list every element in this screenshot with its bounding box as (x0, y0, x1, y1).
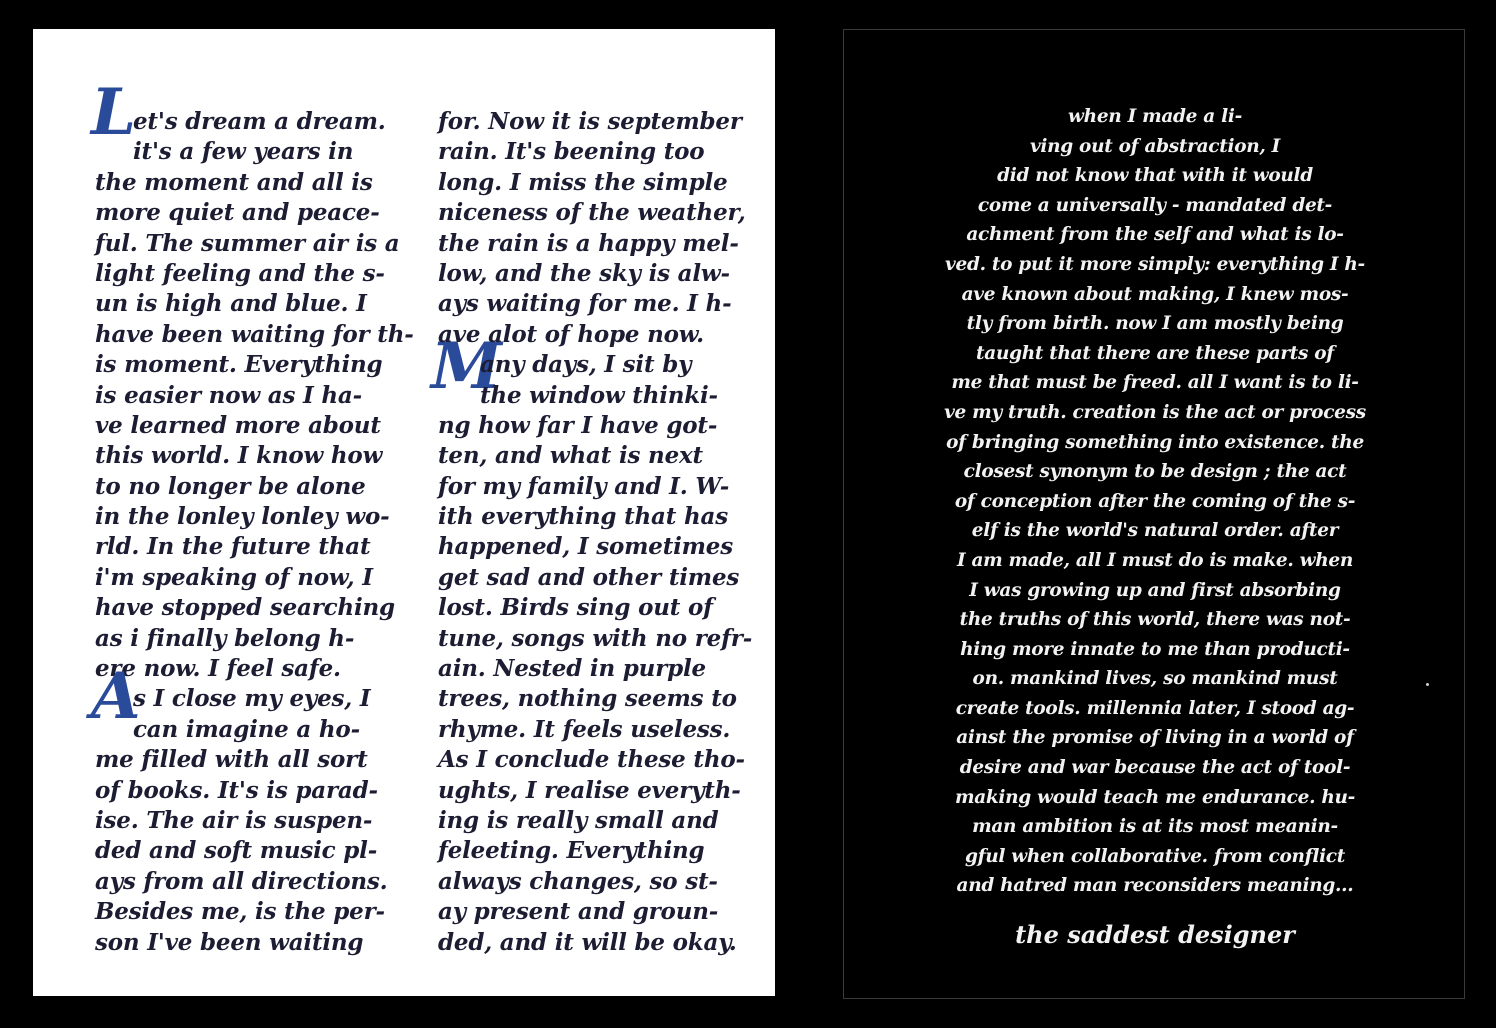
text-line: the window thinki- (480, 381, 718, 409)
text-line: ave alot of hope now. (438, 320, 704, 348)
text-line: ise. The air is suspen- (95, 806, 373, 834)
text-line: is easier now as I ha- (95, 381, 362, 409)
text-line: As I conclude these tho- (438, 746, 745, 774)
text-line: un is high and blue. I (95, 290, 367, 318)
poem-line: gful when collaborative. from conflict (964, 845, 1346, 867)
text-line: for my family and I. W- (438, 472, 730, 500)
text-line: in the lonley lonley wo- (95, 503, 390, 531)
poem-line: achment from the self and what is lo- (966, 224, 1344, 246)
poem-line: ved. to put it more simply: everything I h- (945, 253, 1365, 275)
poem-line: I am made, all I must do is make. when (956, 549, 1354, 571)
poem-line: and hatred man reconsiders meaning... (956, 875, 1354, 897)
text-line: happened, I sometimes (438, 533, 733, 561)
text-line: get sad and other times (438, 563, 740, 591)
text-line: ded and soft music pl- (95, 837, 378, 865)
text-line: long. I miss the simple (438, 168, 728, 196)
poem-line: when I made a li- (1068, 106, 1242, 127)
left-page-column-2 (438, 107, 752, 958)
drop-cap-initial-l: L (91, 75, 136, 150)
text-line: feleeting. Everything (438, 837, 705, 865)
poem-line: closest synonym to be design ; the act (963, 461, 1347, 483)
text-line: ded, and it will be okay. (438, 928, 737, 956)
text-line: more quiet and peace- (95, 199, 380, 227)
text-line: rld. In the future that (95, 533, 371, 561)
poem-line: hing more innate to me than producti- (960, 638, 1350, 660)
text-line: light feeling and the s- (95, 259, 385, 287)
poem-line: did not know that with it would (997, 165, 1313, 187)
poem-line: on. mankind lives, so mankind must (972, 668, 1338, 690)
text-line: to no longer be alone (95, 472, 366, 500)
poem-line: ve my truth. creation is the act or process (944, 401, 1366, 423)
poem-line: come a universally - mandated det- (977, 194, 1333, 216)
text-line: have stopped searching (95, 594, 395, 622)
poem-line: of conception after the coming of the s- (954, 490, 1356, 512)
text-line: of books. It's is parad- (95, 776, 378, 804)
poem-line: man ambition is at its most meanin- (972, 816, 1338, 838)
text-line: for. Now it is september (438, 108, 742, 135)
text-line: ful. The summer air is a (95, 229, 400, 257)
poem-text-block (844, 102, 1465, 901)
poem-line: I was growing up and first absorbing (969, 579, 1341, 601)
right-calligraphy-page (843, 29, 1465, 999)
text-line: ng how far I have got- (438, 411, 718, 439)
poem-line: ainst the promise of living in a world of (956, 727, 1354, 749)
signature: the saddest designer (1015, 920, 1295, 949)
poem-line: of bringing something into existence. the (946, 431, 1364, 453)
text-line: ere now. I feel safe. (95, 655, 341, 683)
text-line: is moment. Everything (95, 351, 383, 379)
poem-line: the truths of this world, there was not- (959, 609, 1351, 631)
text-line: can imagine a ho- (133, 715, 360, 743)
text-line: ten, and what is next (438, 442, 703, 470)
text-line: trees, nothing seems to (438, 685, 737, 713)
text-line: lost. Birds sing out of (438, 594, 713, 622)
drop-cap-initial-a: A (91, 659, 141, 734)
text-line: it's a few years in (133, 138, 354, 166)
text-line: rain. It's beening too (438, 138, 705, 166)
text-line: ith everything that has (438, 503, 728, 531)
text-line: any days, I sit by (480, 351, 692, 379)
text-line: the moment and all is (95, 168, 373, 196)
poem-line: making would teach me endurance. hu- (954, 786, 1356, 808)
text-line: as i finally belong h- (95, 624, 355, 652)
text-line: Besides me, is the per- (95, 898, 385, 926)
text-line: always changes, so st- (438, 867, 718, 895)
text-line: ay present and groun- (438, 898, 719, 926)
text-line: tune, songs with no refr- (438, 624, 753, 652)
text-line: et's dream a dream. (133, 108, 386, 135)
poem-line: ave known about making, I knew mos- (961, 283, 1349, 305)
text-line: ing is really small and (438, 806, 719, 834)
poem-line: desire and war because the act of tool- (959, 757, 1351, 779)
poem-line: ving out of abstraction, I (1029, 135, 1281, 157)
text-line: s I close my eyes, I (133, 685, 371, 713)
poem-line: elf is the world's natural order. after (971, 520, 1339, 542)
text-line: i'm speaking of now, I (95, 563, 373, 591)
left-calligraphy-page (33, 29, 775, 996)
poem-line: tly from birth. now I am mostly being (966, 313, 1344, 335)
text-line: the rain is a happy mel- (438, 229, 739, 257)
text-line: ughts, I realise everyth- (438, 776, 741, 804)
poem-line: create tools. millennia later, I stood ag- (955, 697, 1355, 719)
paper-speck (1426, 683, 1429, 686)
text-line: me filled with all sort (95, 746, 368, 774)
text-line: ays from all directions. (95, 867, 388, 895)
poem-line: me that must be freed. all I want is to li- (951, 372, 1359, 394)
text-line: niceness of the weather, (438, 199, 746, 227)
text-line: have been waiting for th- (95, 320, 414, 348)
text-line: ays waiting for me. I h- (438, 290, 732, 318)
text-line: ve learned more about (95, 411, 381, 439)
text-line: rhyme. It feels useless. (438, 715, 731, 743)
text-line: ain. Nested in purple (438, 655, 706, 683)
text-line: this world. I know how (95, 442, 383, 470)
text-line: low, and the sky is alw- (438, 259, 730, 287)
text-line: son I've been waiting (95, 928, 364, 956)
left-page-column-1 (95, 107, 414, 958)
poem-line: taught that there are these parts of (976, 342, 1334, 364)
drop-cap-initial-m: M (431, 329, 502, 404)
